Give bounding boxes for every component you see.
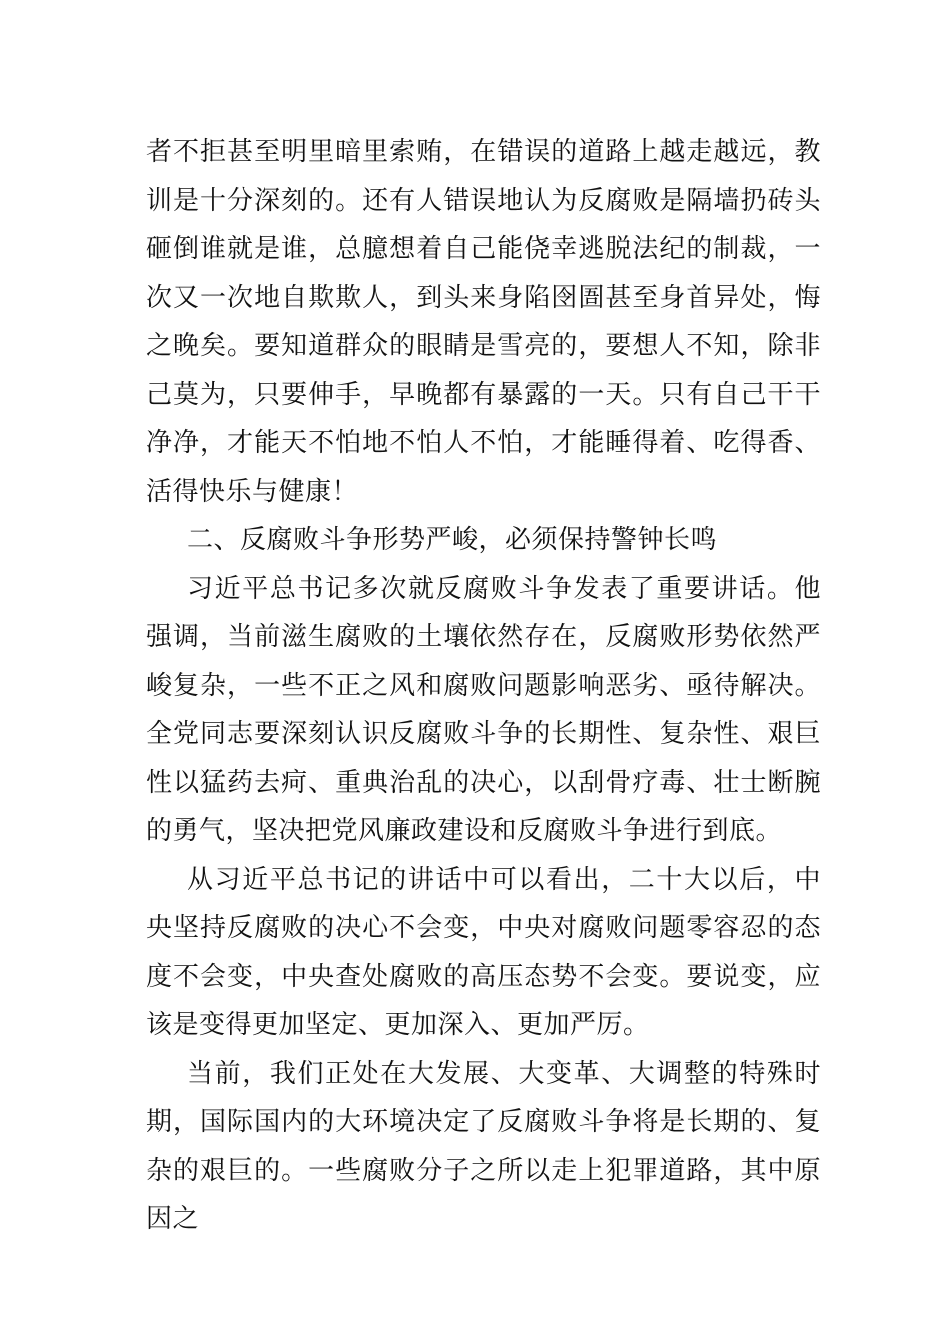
- section-heading: 二、反腐败斗争形势严峻，必须保持警钟长鸣: [187, 525, 718, 555]
- paragraph-continuation: 者不拒甚至明里暗里索贿，在错误的道路上越走越远，教训是十分深刻的。还有人错误地认为反腐败是隔墙扔砖头砸倒谁就是谁，总臆想着自己能侥幸逃脱法纪的制裁，一次又一次地自欺欺人，到头来身陷囹圄甚至身首异处，悔之晚矣。要知道群众的眼睛是雪亮的，要想人不知，除非己莫为，只要伸手，早晚都有暴露的一天。只有自己干干净净，才能天不怕地不怕人不怕，才能睡得着、吃得香、活得快乐与健康！: [146, 137, 821, 507]
- paragraph: 当前，我们正处在大发展、大变革、大调整的特殊时期，国际国内的大环境决定了反腐败斗争将是长期的、复杂的艰巨的。一些腐败分子之所以走上犯罪道路，其中原因之: [146, 1058, 821, 1234]
- document-body: [146, 128, 821, 1244]
- paragraph: 习近平总书记多次就反腐败斗争发表了重要讲话。他强调，当前滋生腐败的土壤依然存在，反腐败形势依然严峻复杂，一些不正之风和腐败问题影响恶劣、亟待解决。全党同志要深刻认识反腐败斗争的长期性、复杂性、艰巨性以猛药去疴、重典治乱的决心，以刮骨疗毒、壮士断腕的勇气，坚决把党风廉政建设和反腐败斗争进行到底。: [146, 573, 821, 846]
- paragraph: 从习近平总书记的讲话中可以看出，二十大以后，中央坚持反腐败的决心不会变，中央对腐败问题零容忍的态度不会变，中央查处腐败的高压态势不会变。要说变，应该是变得更加坚定、更加深入、更加严厉。: [146, 864, 821, 1040]
